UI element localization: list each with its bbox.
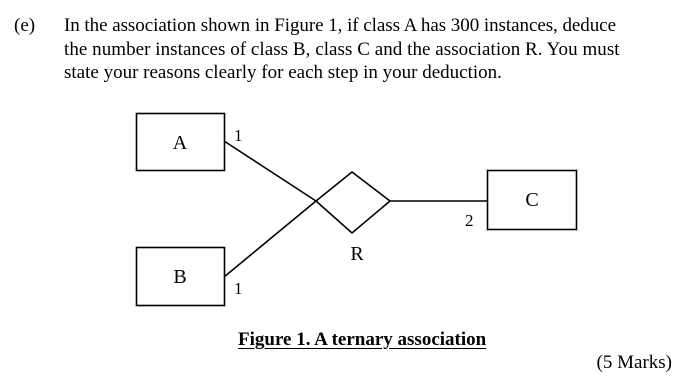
multiplicity-a: 1 <box>234 126 243 145</box>
question-line-3: state your reasons clearly for each step in your deduction. <box>64 62 502 83</box>
question-line-2: the number instances of class B, class C and the association R. You must <box>64 38 620 60</box>
association-diamond <box>316 172 390 233</box>
association-name: R <box>350 243 364 265</box>
marks-label: (5 Marks) <box>596 352 672 373</box>
line-a-to-r <box>224 141 316 201</box>
question-line-1: In the association shown in Figure 1, if class A has 300 instances, deduce <box>64 15 616 36</box>
class-c-name: C <box>525 189 539 211</box>
class-b-name: B <box>173 266 187 288</box>
class-a-name: A <box>172 132 188 154</box>
figure-caption: Figure 1. A ternary association <box>238 329 487 350</box>
line-b-to-r <box>224 201 316 277</box>
question-label: (e) <box>14 15 36 36</box>
multiplicity-b: 1 <box>234 279 243 298</box>
multiplicity-c: 2 <box>465 211 474 230</box>
